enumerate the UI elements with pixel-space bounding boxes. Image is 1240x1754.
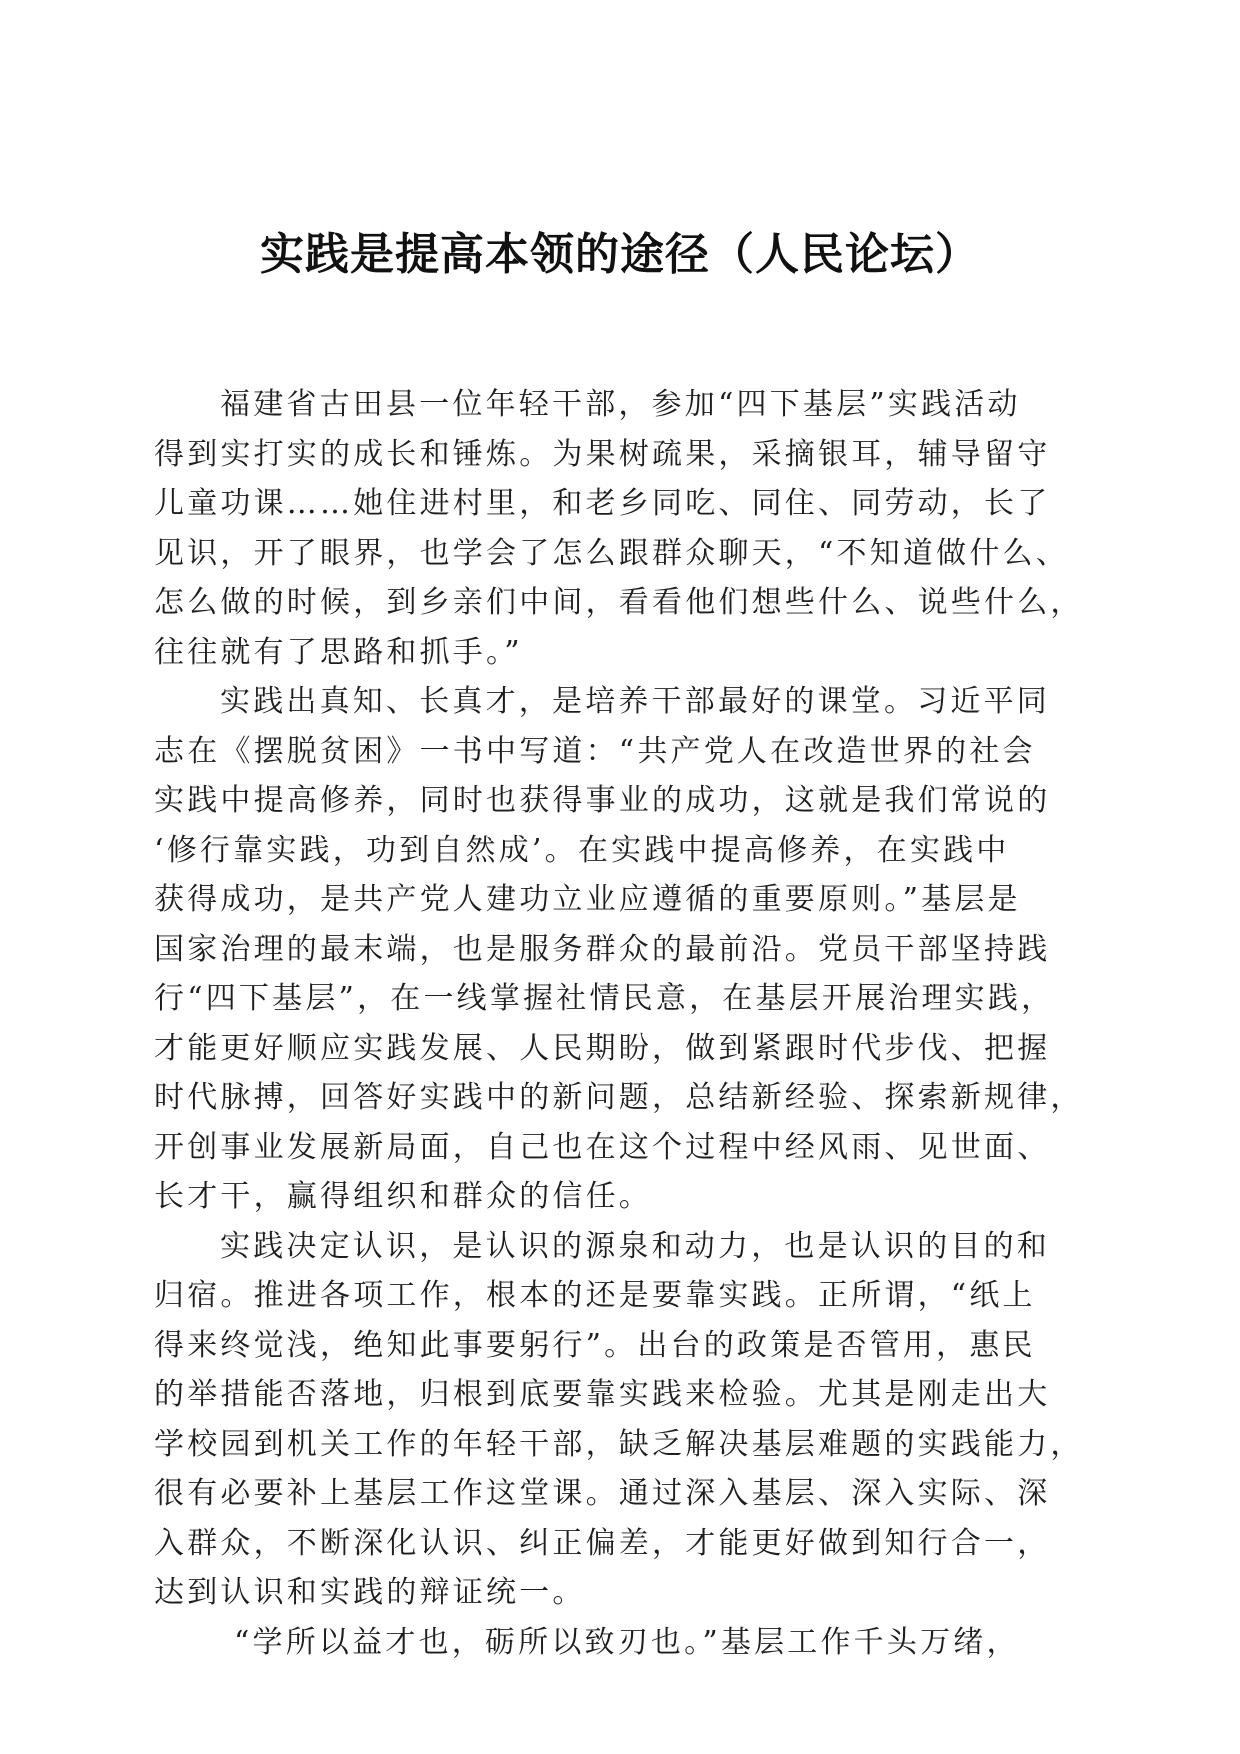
paragraph-2-line: 才能更好顺应实践发展、人民期盼，做到紧跟时代步伐、把握 bbox=[154, 1030, 1051, 1066]
paragraph-2-line: 志在《摆脱贫困》一书中写道：“共产党人在改造世界的社会 bbox=[154, 733, 1036, 769]
paragraph-1-line: 儿童功课……她住进村里，和老乡同吃、同住、同劳动，长了 bbox=[154, 486, 1051, 521]
paragraph-3-line: 学校园到机关工作的年轻干部，缺乏解决基层难题的实践能力， bbox=[154, 1426, 1084, 1462]
document-body bbox=[154, 380, 1094, 1667]
paragraph-1-line: 福建省古田县一位年轻干部，参加“四下基层”实践活动 bbox=[220, 387, 1021, 422]
paragraph-2-line: 国家治理的最末端，也是服务群众的最前沿。党员干部坚持践 bbox=[154, 931, 1051, 967]
paragraph-2-line: 获得成功，是共产党人建功立业应遵循的重要原则。”基层是 bbox=[154, 882, 1021, 917]
paragraph-2-line: 行“四下基层”，在一线掌握社情民意，在基层开展治理实践， bbox=[154, 981, 1055, 1016]
paragraph-1-line: 往往就有了思路和抓手。” bbox=[154, 634, 523, 670]
paragraph-3-line: 实践决定认识，是认识的源泉和动力，也是认识的目的和 bbox=[220, 1228, 1050, 1264]
paragraph-4-line: “学所以益才也，砺所以致刃也。”基层工作千头万绪， bbox=[234, 1624, 1020, 1660]
paragraph-2-line: 时代脉搏，回答好实践中的新问题，总结新经验、探索新规律， bbox=[154, 1080, 1084, 1115]
paragraph-3-line: 很有必要补上基层工作这堂课。通过深入基层、深入实际、深 bbox=[154, 1476, 1051, 1511]
paragraph-2-line: 开创事业发展新局面，自己也在这个过程中经风雨、见世面、 bbox=[154, 1129, 1051, 1165]
paragraph-3-line: 达到认识和实践的辩证统一。 bbox=[154, 1575, 586, 1610]
paragraph-3-line: 归宿。推进各项工作，根本的还是要靠实践。正所谓，“纸上 bbox=[154, 1278, 1036, 1313]
paragraph-1-line: 怎么做的时候，到乡亲们中间，看看他们想些什么、说些什么， bbox=[154, 585, 1084, 620]
paragraph-2-line: 实践出真知、长真才，是培养干部最好的课堂。习近平同 bbox=[220, 684, 1050, 719]
document-title: 实践是提高本领的途径（人民论坛） bbox=[260, 229, 980, 280]
paragraph-3-line: 得来终觉浅，绝知此事要躬行”。出台的政策是否管用，惠民 bbox=[154, 1327, 1036, 1363]
paragraph-1-line: 得到实打实的成长和锤炼。为果树疏果，采摘银耳，辅导留守 bbox=[154, 436, 1051, 472]
paragraph-2-line: 长才干，赢得组织和群众的信任。 bbox=[154, 1179, 652, 1214]
paragraph-2-line: 实践中提高修养，同时也获得事业的成功，这就是我们常说的 bbox=[154, 783, 1051, 818]
paragraph-2-line: ‘修行靠实践，功到自然成’。在实践中提高修养，在实践中 bbox=[154, 832, 1010, 868]
paragraph-3-line: 的举措能否落地，归根到底要靠实践来检验。尤其是刚走出大 bbox=[154, 1377, 1051, 1412]
paragraph-3-line: 入群众，不断深化认识、纠正偏差，才能更好做到知行合一， bbox=[154, 1525, 1051, 1561]
paragraph-1-line: 见识，开了眼界，也学会了怎么跟群众聊天，“不知道做什么、 bbox=[154, 535, 1069, 571]
